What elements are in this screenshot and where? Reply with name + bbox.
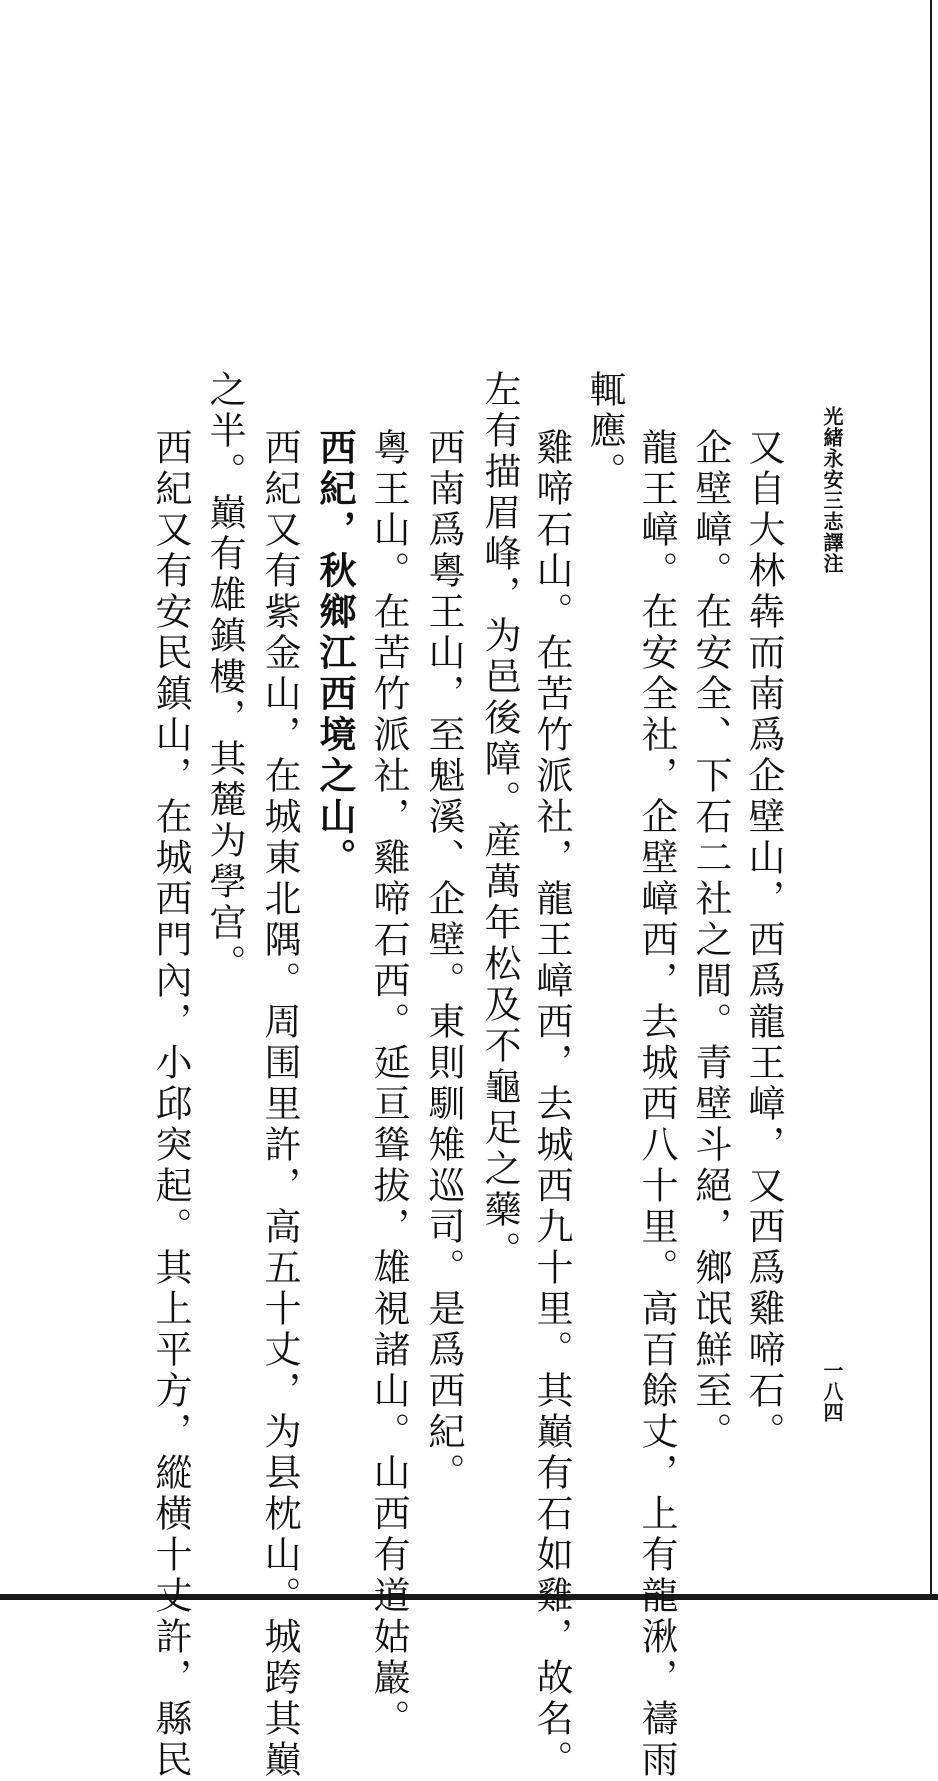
text-line-5: 雞啼石山。在苦竹派社，龍王嶂西，去城西九十里。其巔有石如雞，故名。	[530, 428, 573, 1781]
text-line-6: 左有描眉峰，为邑後障。産萬年松及不龜足之藥。	[478, 370, 521, 1272]
text-line-8: 粵王山。在苦竹派社，雞啼石西。延亘聳拔，雄視諸山。山西有道姑巖。	[367, 428, 410, 1740]
text-line-2: 企壁嶂。在安全、下石二社之間。青壁斗絕，鄉氓鮮至。	[689, 428, 732, 1453]
scan-bottom-edge	[0, 1594, 938, 1600]
section-heading-xiji: 西紀，秋鄉江西境之山。	[313, 428, 357, 879]
text-line-10: 西紀又有紫金山，在城東北隅。周围里許，高五十丈，为县枕山。城跨其巔	[258, 428, 301, 1781]
text-line-11: 之半。巔有雄鎮樓，其麓为學宫。	[203, 370, 246, 985]
text-line-7: 西南爲粵王山，至魁溪、企壁。東則馴雉巡司。是爲西紀。	[422, 428, 465, 1494]
text-line-1: 又自大林犇而南爲企壁山，西爲龍王嶂，又西爲雞啼石。	[742, 428, 785, 1453]
running-title: 光緒永安三志譯注	[820, 406, 844, 574]
text-line-3: 龍王嶂。在安全社，企壁嶂西，去城西八十里。高百餘丈，上有龍湫，禱雨	[635, 428, 678, 1781]
text-line-12: 西紀又有安民鎮山，在城西門內，小邱突起。其上平方，縱横十丈許，縣民	[149, 428, 192, 1781]
scan-edge-line	[930, 0, 932, 1600]
page-number: 一八四	[820, 1360, 844, 1423]
text-line-4: 輒應。	[583, 370, 626, 493]
